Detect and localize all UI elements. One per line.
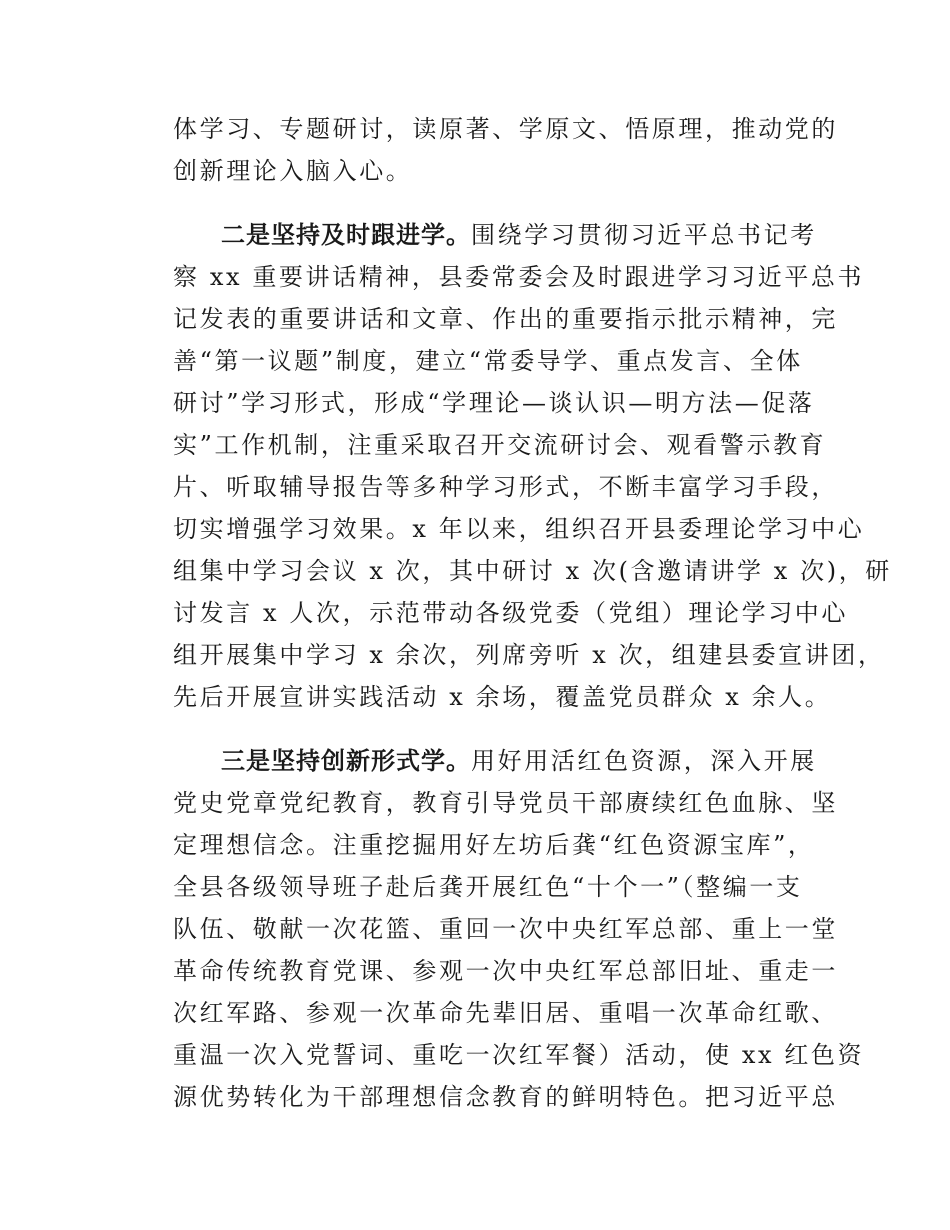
- paragraph-line: 次红军路、参观一次革命先辈旧居、重唱一次革命红歌、: [173, 999, 838, 1027]
- paragraph-line-text: 用好用活红色资源，深入开展: [471, 747, 817, 775]
- paragraph-line-text: 围绕学习贯彻习近平总书记考: [471, 221, 817, 249]
- paragraph-line: 记发表的重要讲话和文章、作出的重要指示批示精神，完: [173, 305, 838, 333]
- paragraph-line: 重温一次入党誓词、重吃一次红军餐）活动，使 xx 红色资: [173, 1041, 865, 1069]
- paragraph-line: 先后开展宣讲实践活动 x 余场，覆盖党员群众 x 余人。: [173, 683, 832, 711]
- paragraph-heading: 二是坚持及时跟进学。: [221, 221, 471, 249]
- paragraph-line: 研讨”学习形式，形成“学理论—谈认识—明方法—促落: [173, 389, 815, 417]
- paragraph-line: 创新理论入脑入心。: [173, 157, 413, 185]
- paragraph-line: 队伍、敬献一次花篮、重回一次中央红军总部、重上一堂: [173, 915, 838, 943]
- paragraph-line: 切实增强学习效果。x 年以来，组织召开县委理论学习中心: [173, 515, 865, 543]
- paragraph-continuation: [173, 108, 838, 192]
- paragraph-line: 源优势转化为干部理想信念教育的鲜明特色。把习近平总: [173, 1083, 838, 1111]
- paragraph-heading: 三是坚持创新形式学。: [221, 747, 471, 775]
- document-body: [173, 108, 892, 1118]
- paragraph-timely-study: [173, 214, 892, 718]
- paragraph-line: 善“第一议题”制度，建立“常委导学、重点发言、全体: [173, 347, 803, 375]
- paragraph-first-line: [173, 740, 817, 782]
- paragraph-line: 实”工作机制，注重采取召开交流研讨会、观看警示教育: [173, 431, 827, 459]
- paragraph-line: 体学习、专题研讨，读原著、学原文、悟原理，推动党的: [173, 115, 838, 143]
- paragraph-line: 讨发言 x 人次，示范带动各级党委（党组）理论学习中心: [173, 599, 848, 627]
- paragraph-line: 察 xx 重要讲话精神，县委常委会及时跟进学习习近平总书: [173, 263, 865, 291]
- paragraph-line: 片、听取辅导报告等多种学习形式，不断丰富学习手段，: [173, 473, 838, 501]
- paragraph-innovative-study: [173, 740, 865, 1118]
- paragraph-line: 革命传统教育党课、参观一次中央红军总部旧址、重走一: [173, 957, 838, 985]
- paragraph-line: 党史党章党纪教育，教育引导党员干部赓续红色血脉、坚: [173, 789, 838, 817]
- paragraph-first-line: [173, 214, 817, 256]
- paragraph-line: 组集中学习会议 x 次，其中研讨 x 次(含邀请讲学 x 次)，研: [173, 557, 892, 585]
- paragraph-line: 组开展集中学习 x 余次，列席旁听 x 次，组建县委宣讲团，: [173, 641, 885, 669]
- paragraph-line: 全县各级领导班子赴后龚开展红色“十个一”（整编一支: [173, 873, 803, 901]
- paragraph-line: 定理想信念。注重挖掘用好左坊后龚“红色资源宝库”，: [173, 831, 815, 859]
